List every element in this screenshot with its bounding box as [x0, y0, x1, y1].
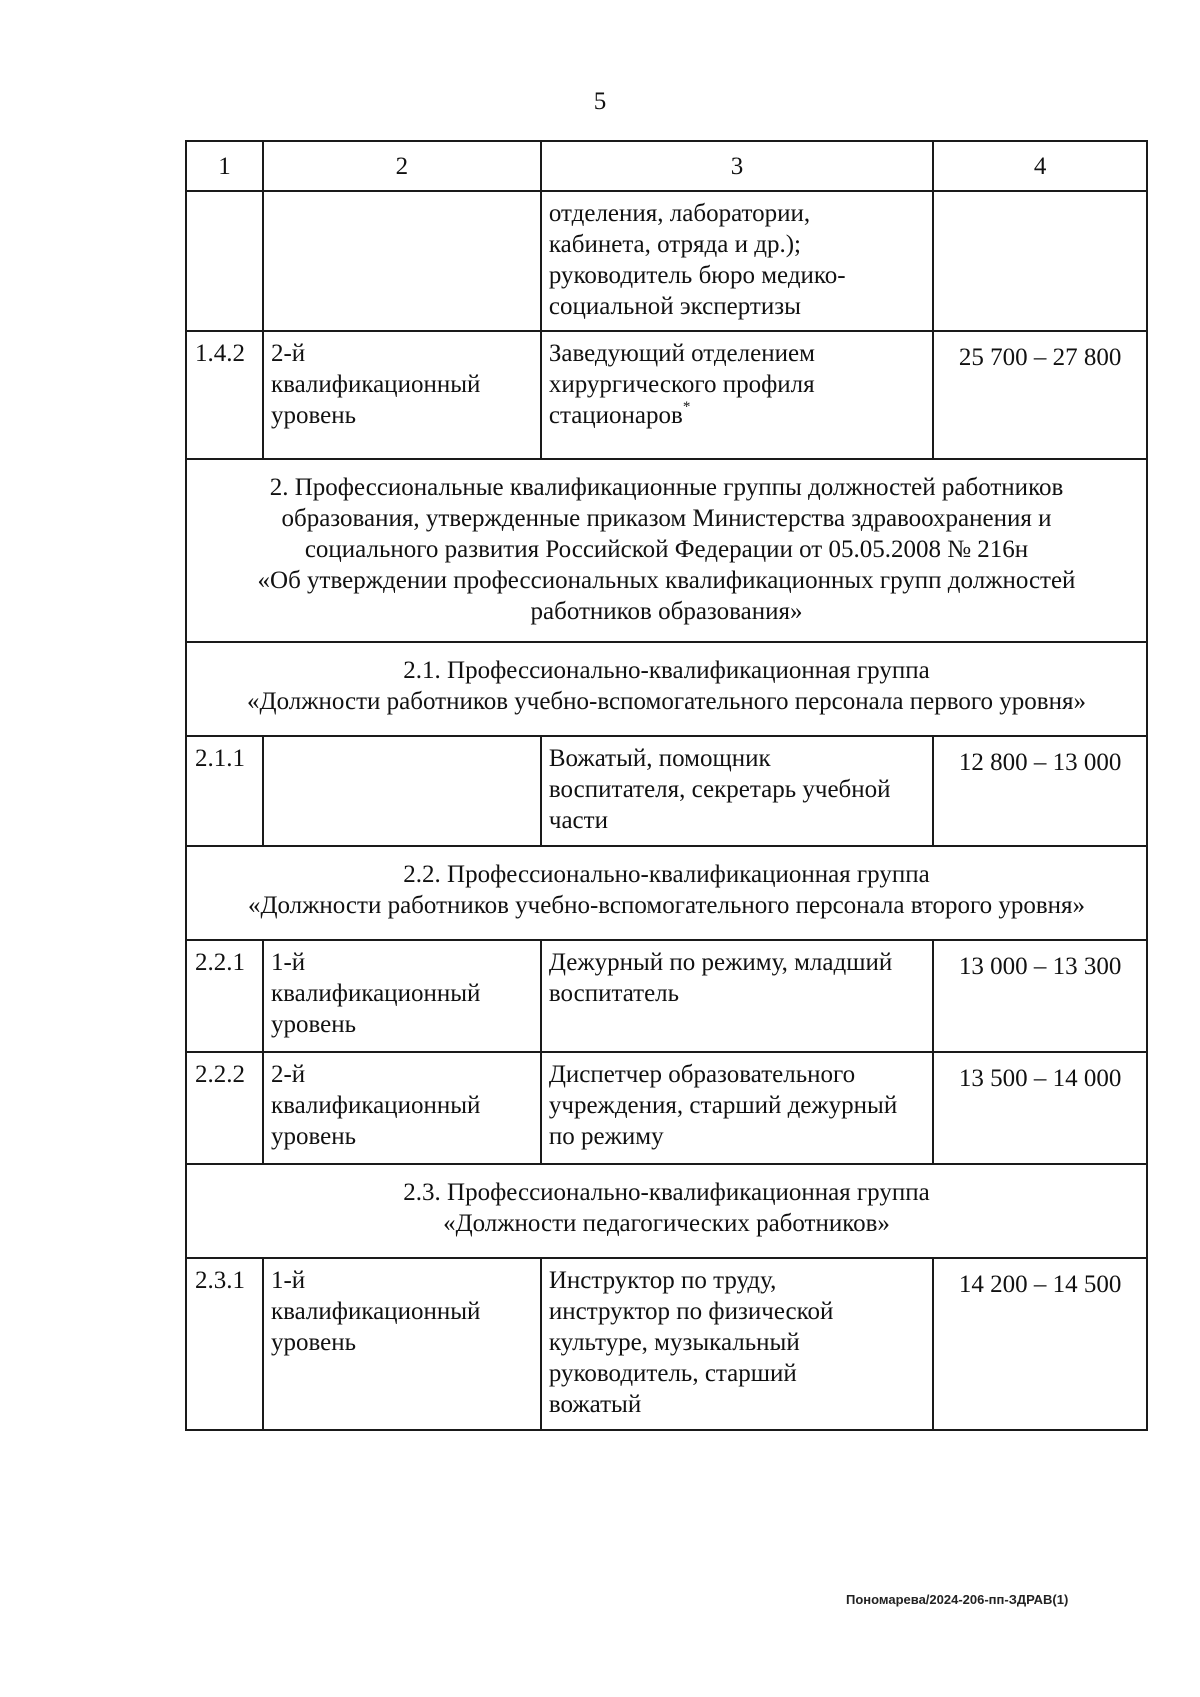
- group-heading-line: 2.3. Профессионально-квалификационная группа: [403, 1179, 930, 1206]
- section-heading-line: «Об утверждении профессиональных квалификационных групп должностей: [257, 567, 1076, 594]
- section-heading-row: [186, 459, 1147, 642]
- level-cell: [263, 736, 541, 846]
- positions-line: [549, 400, 925, 431]
- level-line: квалификационный: [270, 1298, 481, 1325]
- level-cell: [263, 331, 541, 459]
- positions-line: Заведующий отделением: [548, 340, 815, 367]
- level-cell: [263, 940, 541, 1052]
- section-heading-line: образования, утвержденные приказом Министерства здравоохранения и: [281, 505, 1052, 532]
- section-heading: [186, 459, 1147, 642]
- positions-cell: [541, 1258, 933, 1430]
- positions-line: воспитатель: [548, 980, 680, 1007]
- level-cell: [263, 191, 541, 331]
- row-number-cell: 2.2.1: [186, 940, 263, 1052]
- positions-cell: [541, 1052, 933, 1164]
- level-cell: [263, 1052, 541, 1164]
- level-line: квалификационный: [270, 980, 481, 1007]
- salary-cell: [933, 191, 1147, 331]
- level-line: квалификационный: [270, 371, 481, 398]
- column-header-3: 3: [541, 141, 933, 191]
- level-line: 2-й: [270, 340, 306, 367]
- positions-cell: [541, 940, 933, 1052]
- level-line: 2-й: [270, 1061, 306, 1088]
- column-header-2: 2: [263, 141, 541, 191]
- group-heading-line: «Должности работников учебно-вспомогательного персонала первого уровня»: [247, 688, 1086, 715]
- level-line: 1-й: [270, 1267, 306, 1294]
- row-number-cell: 1.4.2: [186, 331, 263, 459]
- group-heading-line: «Должности педагогических работников»: [443, 1210, 890, 1237]
- positions-line: учреждения, старший дежурный: [548, 1092, 898, 1119]
- section-heading-line: работников образования»: [530, 598, 803, 625]
- positions-line: инструктор по физической: [548, 1298, 834, 1325]
- positions-cell: [541, 191, 933, 331]
- section-heading-line: 2. Профессиональные квалификационные группы должностей работников: [269, 474, 1064, 501]
- row-number-cell: 2.3.1: [186, 1258, 263, 1430]
- table-row: [186, 940, 1147, 1052]
- positions-line: культуре, музыкальный: [548, 1329, 800, 1356]
- salary-cell: 25 700 – 27 800: [933, 331, 1147, 459]
- table-row: [186, 736, 1147, 846]
- row-number-cell: 2.1.1: [186, 736, 263, 846]
- positions-cell: [541, 331, 933, 459]
- table-row: [186, 1052, 1147, 1164]
- section-heading-line: социального развития Российской Федерации от 05.05.2008 № 216н: [304, 536, 1029, 563]
- group-heading-row: [186, 846, 1147, 940]
- group-heading: [186, 846, 1147, 940]
- group-heading-line: «Должности работников учебно-вспомогательного персонала второго уровня»: [247, 892, 1086, 919]
- table-header-row: [186, 141, 1147, 191]
- positions-line: руководитель, старший: [548, 1360, 797, 1387]
- positions-line: отделения, лаборатории,: [548, 200, 811, 227]
- salary-table: [185, 140, 1148, 1431]
- document-id-footer: Пономарева/2024-206-пп-ЗДРАВ(1): [846, 1592, 1069, 1607]
- positions-line: социальной экспертизы: [548, 293, 801, 320]
- positions-line: хирургического профиля: [548, 371, 815, 398]
- positions-line: руководитель бюро медико-: [548, 262, 846, 289]
- level-line: уровень: [270, 1011, 356, 1038]
- positions-line: по режиму: [548, 1123, 664, 1150]
- positions-line: воспитателя, секретарь учебной: [548, 776, 891, 803]
- group-heading-line: 2.1. Профессионально-квалификационная группа: [403, 657, 930, 684]
- salary-cell: 13 500 – 14 000: [933, 1052, 1147, 1164]
- level-line: уровень: [270, 402, 356, 429]
- group-heading-row: [186, 642, 1147, 736]
- level-line: квалификационный: [270, 1092, 481, 1119]
- column-header-4: 4: [933, 141, 1147, 191]
- group-heading: [186, 1164, 1147, 1258]
- salary-cell: 13 000 – 13 300: [933, 940, 1147, 1052]
- level-line: уровень: [270, 1329, 356, 1356]
- column-header-1: 1: [186, 141, 263, 191]
- row-number-cell: [186, 191, 263, 331]
- positions-line: кабинета, отряда и др.);: [548, 231, 801, 258]
- row-number-cell: 2.2.2: [186, 1052, 263, 1164]
- level-line: 1-й: [270, 949, 306, 976]
- level-cell: [263, 1258, 541, 1430]
- positions-line: Диспетчер образовательного: [548, 1061, 856, 1088]
- group-heading: [186, 642, 1147, 736]
- group-heading-row: [186, 1164, 1147, 1258]
- level-line: уровень: [270, 1123, 356, 1150]
- salary-cell: 14 200 – 14 500: [933, 1258, 1147, 1430]
- positions-line: части: [548, 807, 608, 834]
- table-row: [186, 191, 1147, 331]
- page-number: 5: [593, 88, 607, 115]
- table-row: [186, 1258, 1147, 1430]
- positions-line: Дежурный по режиму, младший: [548, 949, 893, 976]
- positions-text: стационаров: [548, 402, 683, 429]
- footnote-mark: *: [682, 399, 691, 415]
- group-heading-line: 2.2. Профессионально-квалификационная группа: [403, 861, 930, 888]
- table-row: [186, 331, 1147, 459]
- positions-line: Инструктор по труду,: [548, 1267, 777, 1294]
- positions-cell: [541, 736, 933, 846]
- salary-cell: 12 800 – 13 000: [933, 736, 1147, 846]
- positions-line: Вожатый, помощник: [548, 745, 771, 772]
- positions-line: вожатый: [548, 1391, 642, 1418]
